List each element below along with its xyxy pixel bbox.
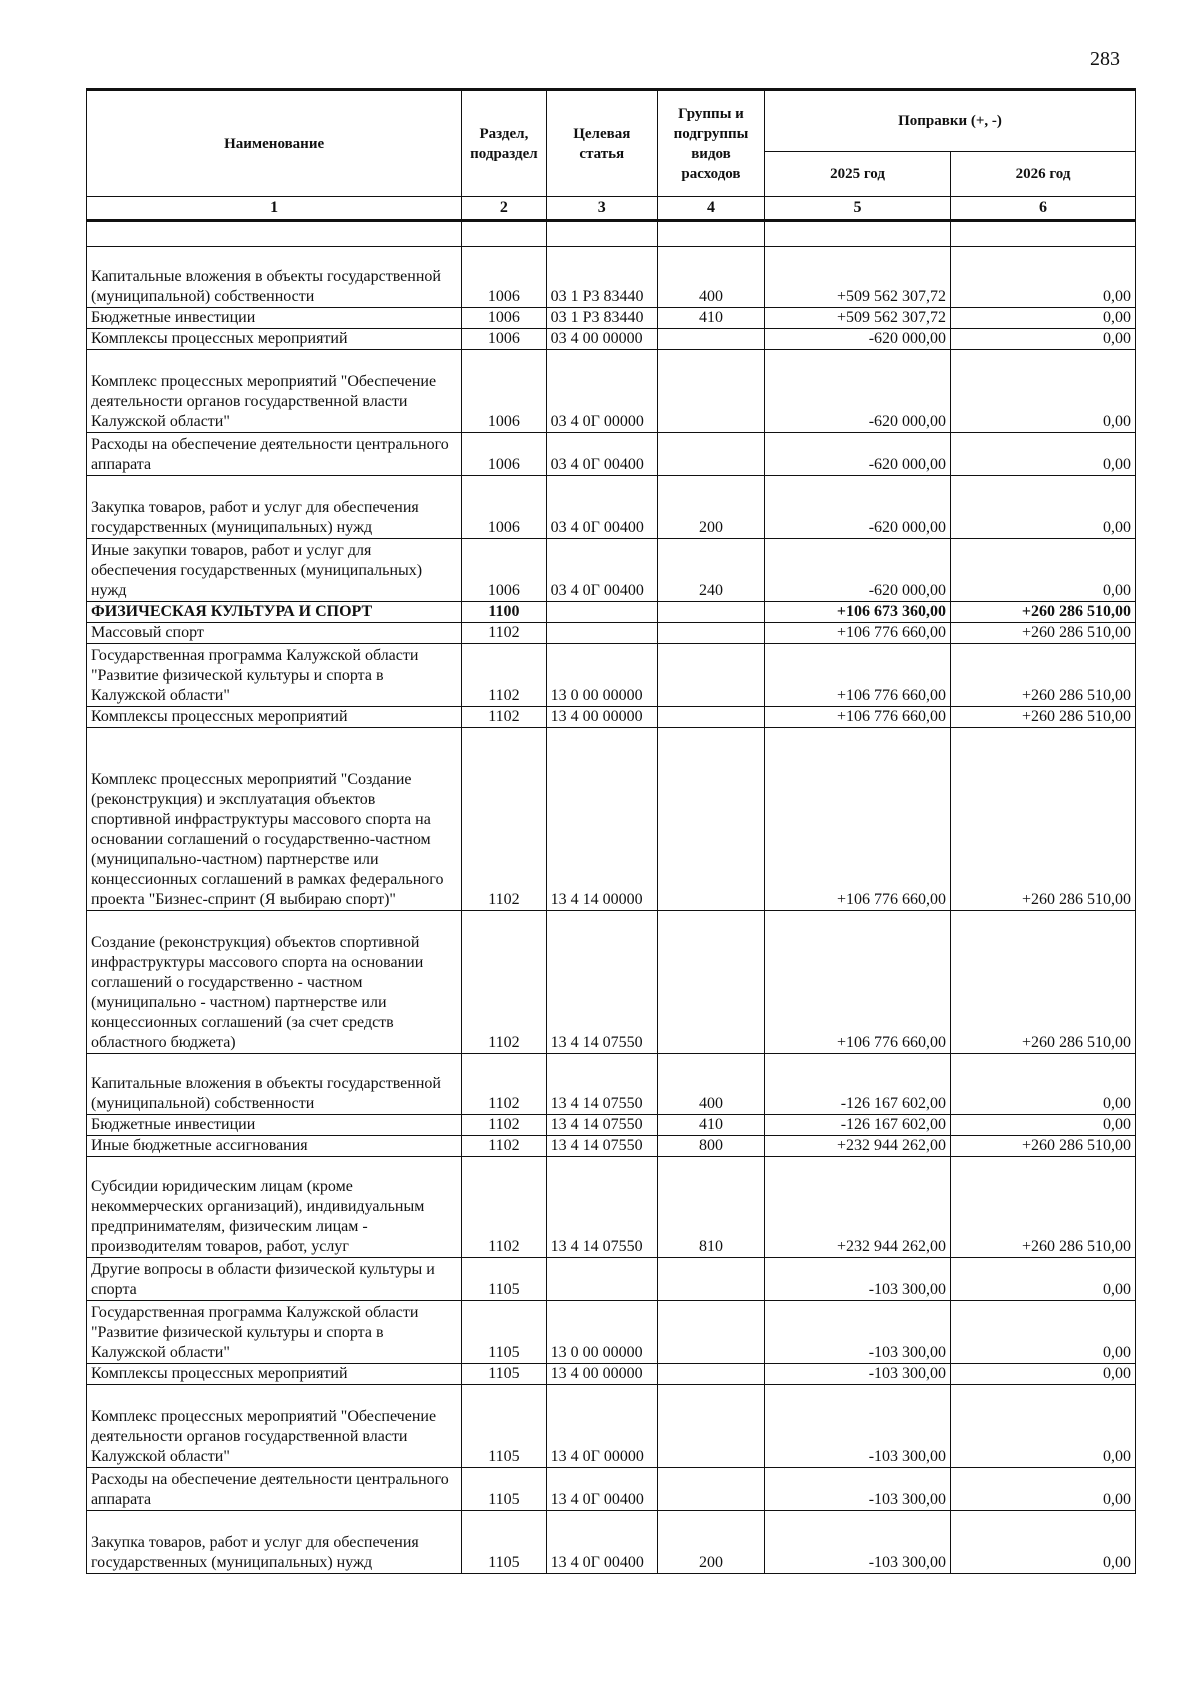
page-number: 283 — [1090, 48, 1120, 70]
row-name: Другие вопросы в области физической культуры и спорта — [87, 1258, 462, 1301]
row-amount-2025: -103 300,00 — [765, 1468, 951, 1511]
row-article — [546, 1258, 657, 1301]
row-section: 1105 — [462, 1364, 546, 1385]
table-row — [87, 728, 1136, 911]
row-amount-2026: 0,00 — [951, 1468, 1136, 1511]
row-article: 13 4 0Г 00400 — [546, 1468, 657, 1511]
row-amount-2026: 0,00 — [951, 329, 1136, 350]
row-amount-2026: 0,00 — [951, 1385, 1136, 1468]
row-amount-2025: -620 000,00 — [765, 329, 951, 350]
row-section: 1105 — [462, 1301, 546, 1364]
row-section: 1102 — [462, 1136, 546, 1157]
row-amount-2025: +106 776 660,00 — [765, 707, 951, 728]
row-group — [657, 433, 764, 476]
row-group: 200 — [657, 476, 764, 539]
table-row — [87, 329, 1136, 350]
row-section: 1102 — [462, 1157, 546, 1258]
row-amount-2025: +509 562 307,72 — [765, 308, 951, 329]
row-amount-2026: +260 286 510,00 — [951, 728, 1136, 911]
row-amount-2026: +260 286 510,00 — [951, 602, 1136, 623]
row-amount-2025: -620 000,00 — [765, 476, 951, 539]
row-section: 1105 — [462, 1468, 546, 1511]
table-row — [87, 350, 1136, 433]
row-article: 13 4 14 07550 — [546, 1115, 657, 1136]
row-group — [657, 602, 764, 623]
row-amount-2026: +260 286 510,00 — [951, 1136, 1136, 1157]
row-article: 13 4 14 00000 — [546, 728, 657, 911]
row-section: 1102 — [462, 707, 546, 728]
row-amount-2026: 0,00 — [951, 539, 1136, 602]
row-name: Комплексы процессных мероприятий — [87, 329, 462, 350]
row-section: 1105 — [462, 1511, 546, 1574]
row-amount-2026: +260 286 510,00 — [951, 644, 1136, 707]
row-name: Капитальные вложения в объекты государственной (муниципальной) собственности — [87, 247, 462, 308]
row-article: 13 0 00 00000 — [546, 644, 657, 707]
row-section: 1006 — [462, 329, 546, 350]
row-amount-2025: -620 000,00 — [765, 350, 951, 433]
row-name: Закупка товаров, работ и услуг для обеспечения государственных (муниципальных) нужд — [87, 1511, 462, 1574]
row-amount-2025: -103 300,00 — [765, 1385, 951, 1468]
row-name: Государственная программа Калужской области "Развитие физической культуры и спорта в Калужской области" — [87, 1301, 462, 1364]
row-article: 03 1 Р3 83440 — [546, 247, 657, 308]
row-amount-2026: 0,00 — [951, 1511, 1136, 1574]
table-row — [87, 1364, 1136, 1385]
row-article: 13 4 00 00000 — [546, 707, 657, 728]
row-amount-2025: -103 300,00 — [765, 1258, 951, 1301]
row-amount-2026: 0,00 — [951, 476, 1136, 539]
row-group — [657, 329, 764, 350]
table-row — [87, 1115, 1136, 1136]
row-article: 03 1 Р3 83440 — [546, 308, 657, 329]
row-amount-2026: 0,00 — [951, 1115, 1136, 1136]
row-amount-2026: 0,00 — [951, 1301, 1136, 1364]
row-name: Комплексы процессных мероприятий — [87, 707, 462, 728]
row-amount-2025: -126 167 602,00 — [765, 1054, 951, 1115]
row-name: Создание (реконструкция) объектов спортивной инфраструктуры массового спорта на основании соглашений о государственно - частном (муниципально - частном) партнерстве или концессионных соглашений (за счет средств областного бюджета) — [87, 911, 462, 1054]
row-section: 1102 — [462, 1054, 546, 1115]
row-group — [657, 644, 764, 707]
row-article: 03 4 0Г 00000 — [546, 350, 657, 433]
table-row — [87, 539, 1136, 602]
row-amount-2026: 0,00 — [951, 350, 1136, 433]
row-amount-2025: -620 000,00 — [765, 539, 951, 602]
row-group — [657, 1468, 764, 1511]
row-section: 1102 — [462, 911, 546, 1054]
row-group — [657, 911, 764, 1054]
row-name: Капитальные вложения в объекты государственной (муниципальной) собственности — [87, 1054, 462, 1115]
row-article: 13 4 14 07550 — [546, 1157, 657, 1258]
row-name: Бюджетные инвестиции — [87, 308, 462, 329]
row-article: 13 4 00 00000 — [546, 1364, 657, 1385]
row-section: 1006 — [462, 350, 546, 433]
row-section: 1102 — [462, 728, 546, 911]
row-article: 03 4 0Г 00400 — [546, 539, 657, 602]
row-group — [657, 623, 764, 644]
row-amount-2026: 0,00 — [951, 433, 1136, 476]
row-name: Субсидии юридическим лицам (кроме некоммерческих организаций), индивидуальным предпринимателям, физическим лицам - производителям товаров, работ, услуг — [87, 1157, 462, 1258]
row-group: 240 — [657, 539, 764, 602]
row-amount-2026: 0,00 — [951, 1258, 1136, 1301]
row-amount-2025: -620 000,00 — [765, 433, 951, 476]
row-group: 410 — [657, 1115, 764, 1136]
row-section: 1102 — [462, 623, 546, 644]
row-name: Бюджетные инвестиции — [87, 1115, 462, 1136]
header-groups: Группы и подгруппы видов расходов — [657, 90, 764, 197]
table-row — [87, 1136, 1136, 1157]
table-row — [87, 911, 1136, 1054]
row-group: 810 — [657, 1157, 764, 1258]
row-section: 1105 — [462, 1258, 546, 1301]
row-amount-2026: +260 286 510,00 — [951, 707, 1136, 728]
row-amount-2025: +509 562 307,72 — [765, 247, 951, 308]
row-amount-2025: -103 300,00 — [765, 1511, 951, 1574]
table-row — [87, 1385, 1136, 1468]
row-article: 13 4 14 07550 — [546, 911, 657, 1054]
row-group — [657, 728, 764, 911]
row-name: Государственная программа Калужской области "Развитие физической культуры и спорта в Калужской области" — [87, 644, 462, 707]
row-article: 03 4 0Г 00400 — [546, 433, 657, 476]
row-name: ФИЗИЧЕСКАЯ КУЛЬТУРА И СПОРТ — [87, 602, 462, 623]
spacer-row — [87, 221, 1136, 247]
row-amount-2026: +260 286 510,00 — [951, 623, 1136, 644]
column-number: 2 — [462, 197, 546, 221]
row-article: 13 0 00 00000 — [546, 1301, 657, 1364]
row-article: 13 4 14 07550 — [546, 1054, 657, 1115]
header-article: Целевая статья — [546, 90, 657, 197]
row-name: Иные бюджетные ассигнования — [87, 1136, 462, 1157]
row-amount-2025: +232 944 262,00 — [765, 1136, 951, 1157]
table-row — [87, 247, 1136, 308]
budget-amendments-table — [86, 88, 1136, 1574]
row-amount-2026: 0,00 — [951, 308, 1136, 329]
row-group: 200 — [657, 1511, 764, 1574]
table-row — [87, 707, 1136, 728]
row-section: 1105 — [462, 1385, 546, 1468]
table-row — [87, 623, 1136, 644]
row-amount-2025: -103 300,00 — [765, 1301, 951, 1364]
row-amount-2025: +106 776 660,00 — [765, 911, 951, 1054]
row-name: Иные закупки товаров, работ и услуг для обеспечения государственных (муниципальных) нужд — [87, 539, 462, 602]
column-number: 3 — [546, 197, 657, 221]
row-section: 1006 — [462, 308, 546, 329]
table-row — [87, 1157, 1136, 1258]
column-numbers-row — [87, 197, 1136, 221]
row-section: 1006 — [462, 247, 546, 308]
table-body — [87, 247, 1136, 1574]
row-article — [546, 623, 657, 644]
row-group — [657, 1258, 764, 1301]
table-row — [87, 1301, 1136, 1364]
row-name: Закупка товаров, работ и услуг для обеспечения государственных (муниципальных) нужд — [87, 476, 462, 539]
table-row — [87, 1054, 1136, 1115]
table-row — [87, 433, 1136, 476]
row-amount-2026: +260 286 510,00 — [951, 1157, 1136, 1258]
column-number: 6 — [951, 197, 1136, 221]
row-section: 1102 — [462, 1115, 546, 1136]
row-group — [657, 1385, 764, 1468]
row-section: 1006 — [462, 476, 546, 539]
column-number: 4 — [657, 197, 764, 221]
row-group: 400 — [657, 1054, 764, 1115]
row-amount-2025: +106 776 660,00 — [765, 623, 951, 644]
row-amount-2026: 0,00 — [951, 247, 1136, 308]
row-amount-2025: -126 167 602,00 — [765, 1115, 951, 1136]
row-article: 13 4 0Г 00000 — [546, 1385, 657, 1468]
row-name: Расходы на обеспечение деятельности центрального аппарата — [87, 1468, 462, 1511]
row-amount-2026: +260 286 510,00 — [951, 911, 1136, 1054]
header-section: Раздел, подраздел — [462, 90, 546, 197]
row-section: 1006 — [462, 433, 546, 476]
header-2026: 2026 год — [951, 152, 1136, 197]
table-row — [87, 602, 1136, 623]
row-amount-2025: +232 944 262,00 — [765, 1157, 951, 1258]
row-name: Комплекс процессных мероприятий "Обеспечение деятельности органов государственной власти Калужской области" — [87, 350, 462, 433]
row-name: Комплекс процессных мероприятий "Создание (реконструкция) и эксплуатация объектов спортивной инфраструктуры массового спорта на основании соглашений о государственно-частном (муниципально-частном) партнерстве или концессионных соглашений в рамках федерального проекта "Бизнес-спринт (Я выбираю спорт)" — [87, 728, 462, 911]
row-amount-2026: 0,00 — [951, 1054, 1136, 1115]
row-name: Расходы на обеспечение деятельности центрального аппарата — [87, 433, 462, 476]
header-amendments: Поправки (+, -) — [765, 90, 1136, 152]
table-row — [87, 644, 1136, 707]
row-article: 03 4 0Г 00400 — [546, 476, 657, 539]
row-group — [657, 1301, 764, 1364]
column-number: 1 — [87, 197, 462, 221]
table-row — [87, 1258, 1136, 1301]
row-article: 03 4 00 00000 — [546, 329, 657, 350]
row-section: 1100 — [462, 602, 546, 623]
row-name: Комплекс процессных мероприятий "Обеспечение деятельности органов государственной власти Калужской области" — [87, 1385, 462, 1468]
row-group: 400 — [657, 247, 764, 308]
table-row — [87, 1511, 1136, 1574]
row-group — [657, 1364, 764, 1385]
row-section: 1006 — [462, 539, 546, 602]
row-article: 13 4 0Г 00400 — [546, 1511, 657, 1574]
header-name: Наименование — [87, 90, 462, 197]
row-article — [546, 602, 657, 623]
table-row — [87, 308, 1136, 329]
row-amount-2025: +106 776 660,00 — [765, 644, 951, 707]
row-group — [657, 707, 764, 728]
table-row — [87, 1468, 1136, 1511]
header-2025: 2025 год — [765, 152, 951, 197]
table-row — [87, 476, 1136, 539]
row-name: Комплексы процессных мероприятий — [87, 1364, 462, 1385]
row-article: 13 4 14 07550 — [546, 1136, 657, 1157]
row-amount-2026: 0,00 — [951, 1364, 1136, 1385]
row-section: 1102 — [462, 644, 546, 707]
row-amount-2025: -103 300,00 — [765, 1364, 951, 1385]
row-name: Массовый спорт — [87, 623, 462, 644]
row-group: 800 — [657, 1136, 764, 1157]
row-group: 410 — [657, 308, 764, 329]
row-group — [657, 350, 764, 433]
row-amount-2025: +106 776 660,00 — [765, 728, 951, 911]
row-amount-2025: +106 673 360,00 — [765, 602, 951, 623]
column-number: 5 — [765, 197, 951, 221]
